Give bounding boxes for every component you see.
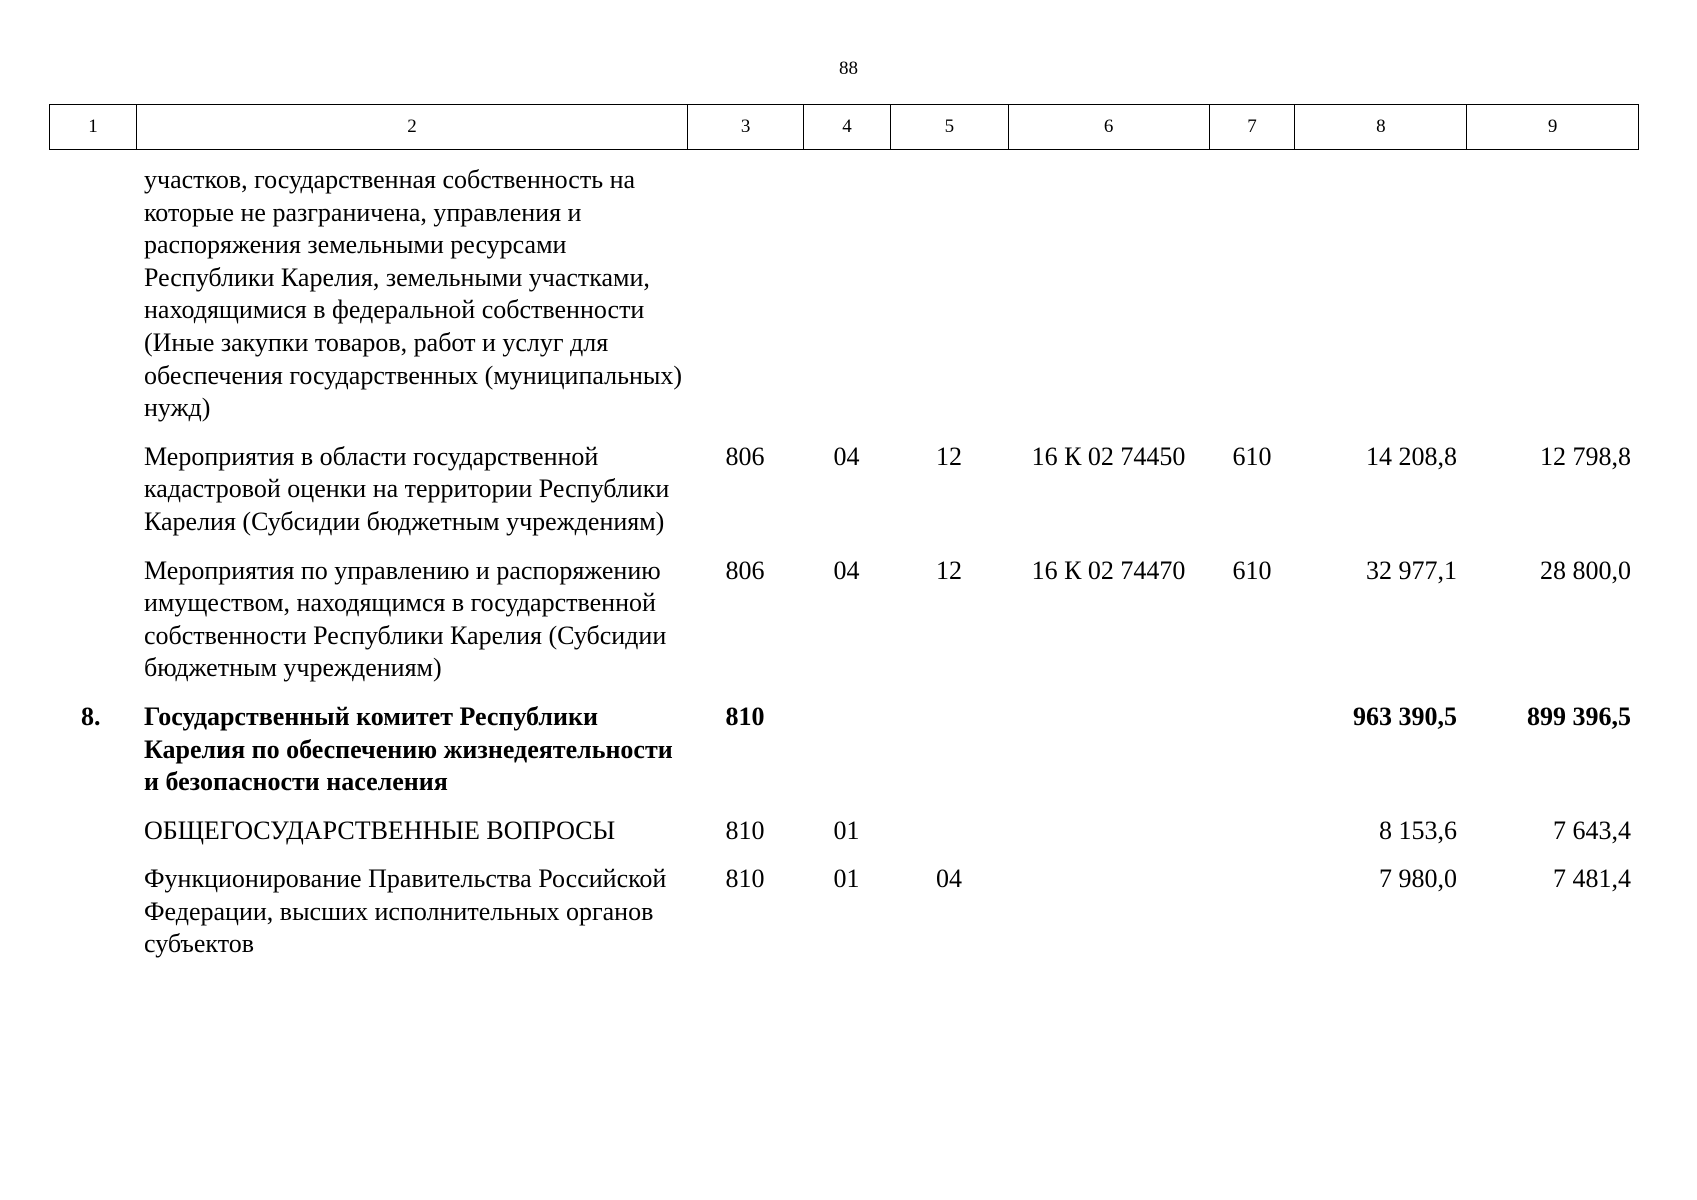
amount-col-9: 7 643,4 [1553,815,1631,845]
target-article-code [1008,815,1209,848]
column-header-9: 9 [1466,105,1638,149]
amount-col-8: 963 390,5 [1353,701,1457,731]
section-code: 04 [833,441,860,471]
row-name: Мероприятия в области государственной кадастровой оценки на территории Республики Карелия (Субсидии бюджетным учреждениям) [144,441,670,536]
target-article-code: 16 К 02 74450 [1031,441,1186,471]
amount-col-8: 7 980,0 [1379,864,1457,894]
table-row [49,815,1639,848]
ministry-code: 810 [725,701,765,731]
amount-col-9: 899 396,5 [1527,701,1631,731]
expense-type-code: 610 [1232,555,1272,585]
expense-type-code [1209,701,1295,799]
section-code: 04 [833,555,860,585]
ministry-code: 806 [725,555,765,585]
subsection-code: 12 [936,555,962,585]
ministry-code: 810 [725,815,765,845]
table-row [49,701,1639,799]
column-header-1: 1 [88,116,98,137]
amount-col-9: 7 481,4 [1553,864,1631,894]
subsection-code [890,815,1008,848]
ministry-code [687,164,803,425]
amount-col-9: 28 800,0 [1540,555,1631,585]
amount-col-9 [1467,164,1639,425]
subsection-code [890,701,1008,799]
ministry-code: 806 [725,441,765,471]
section-code: 01 [833,864,860,894]
column-header-3: 3 [687,105,803,149]
amount-col-8: 14 208,8 [1366,441,1457,471]
section-code [803,164,890,425]
section-code: 01 [833,815,860,845]
column-header-2: 2 [136,105,687,149]
column-header-8: 8 [1294,105,1466,149]
subsection-code: 04 [936,864,962,894]
table-row [49,164,1639,425]
row-name: Государственный комитет Республики Карелия по обеспечению жизнедеятельности и безопасности населения [144,701,673,797]
table-row [49,441,1639,539]
target-article-code [1008,164,1209,425]
target-article-code [1008,701,1209,799]
amount-col-8: 8 153,6 [1379,815,1457,845]
column-header-5: 5 [890,105,1008,149]
row-name: ОБЩЕГОСУДАРСТВЕННЫЕ ВОПРОСЫ [144,815,616,845]
expense-type-code [1209,815,1295,848]
subsection-code [890,164,1008,425]
table-row [49,863,1639,961]
row-name: Мероприятия по управлению и распоряжению имуществом, находящимся в государственной собственности Республики Карелия (Субсидии бюджетным учреждениям) [144,555,667,683]
row-name: Функционирование Правительства Российской Федерации, высших исполнительных органов субъектов [144,864,667,959]
column-header-6: 6 [1008,105,1209,149]
expense-type-code [1209,863,1295,961]
target-article-code [1008,863,1209,961]
column-header-7: 7 [1209,105,1295,149]
table-body [49,164,1639,961]
section-code [803,701,890,799]
table-row [49,555,1639,685]
page-number: 88 [839,58,858,79]
subsection-code: 12 [936,441,962,471]
expense-type-code: 610 [1232,441,1272,471]
ministry-code: 810 [725,864,765,894]
amount-col-9: 12 798,8 [1540,441,1631,471]
budget-table [49,104,1639,977]
row-name: участков, государственная собственность на которые не разграничена, управления и распоряжения земельными ресурсами Республики Карелия, земельными участками, находящимися в федеральной собственности (Иные закупки товаров, работ и услуг для обеспечения государственных (муниципальных) нужд) [144,165,683,423]
target-article-code: 16 К 02 74470 [1031,555,1186,585]
column-header-4: 4 [803,105,890,149]
amount-col-8: 32 977,1 [1366,555,1457,585]
row-number: 8. [81,701,101,731]
amount-col-8 [1295,164,1467,425]
expense-type-code [1209,164,1295,425]
table-header-row [49,104,1639,150]
